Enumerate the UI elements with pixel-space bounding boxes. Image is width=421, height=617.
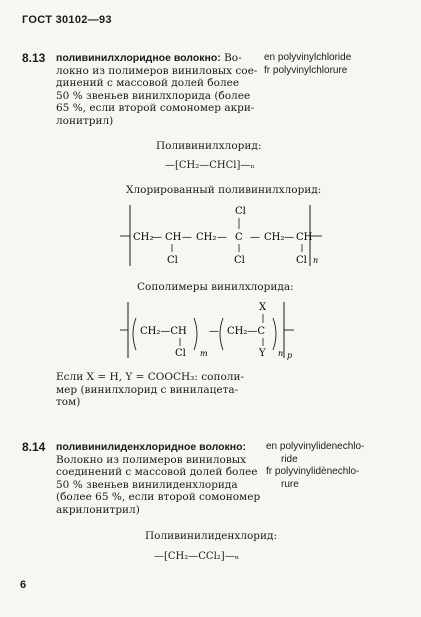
svg-text:—: —: [209, 326, 219, 337]
definition-line: акрилонитрил): [56, 503, 140, 516]
unit1-index: m: [200, 349, 208, 358]
caption-pvdc: Поливинилиденхлорид:: [145, 530, 278, 542]
substituent-cl: Cl: [296, 255, 307, 266]
atom-ch: CH: [296, 232, 313, 243]
caption-pvc: Поливинилхлорид:: [156, 140, 262, 152]
entry-8-14-translations: [266, 441, 364, 491]
term-pvc-fiber: поливинилхлоридное волокно:: [56, 52, 221, 64]
unit1-cl: Cl: [175, 348, 186, 359]
note-line: мер (винилхлорид с винилацета-: [56, 383, 239, 396]
translation-en-cont: ride: [281, 453, 298, 465]
unit1-chain: CH₂—CH: [140, 326, 187, 337]
definition-line: соединений с массовой долей более: [56, 466, 258, 479]
substituent-cl-top: Cl: [235, 206, 246, 217]
note-line: Если X = H, Y = COOCH₃: сополи-: [56, 371, 245, 383]
term-tail: Во-: [224, 52, 242, 64]
atom-ch: CH: [165, 232, 182, 243]
definition-line: 65 %, если второй сомономер акри-: [56, 102, 255, 115]
page-number: 6: [20, 579, 27, 591]
atom-ch2: CH₂: [264, 232, 285, 243]
substituent-cl: Cl: [234, 255, 245, 266]
bond: —: [217, 232, 227, 243]
definition-line: 50 % звеньев винилиденхлорида: [56, 478, 238, 491]
term-pvdc-fiber: поливинилиденхлоридное волокно:: [56, 441, 247, 453]
bond: —: [152, 232, 162, 243]
atom-c: C: [235, 232, 243, 243]
entry-number-8-13: 8.13: [22, 51, 46, 65]
entry-8-13-definition: [56, 52, 257, 128]
outer-index: p: [287, 351, 293, 360]
translation-fr: fr polyvinylchlorure: [264, 64, 348, 76]
entry-number-8-14: 8.14: [22, 440, 46, 454]
formula-chlorinated-pvc: [110, 200, 350, 272]
unit2-x: X: [259, 302, 267, 313]
definition-line: локно из полимеров виниловых сое-: [56, 64, 258, 77]
translation-en: en polyvinylchloride: [264, 52, 352, 63]
definition-line: 50 % звеньев винилхлорида (более: [56, 89, 251, 102]
unit2-y: Y: [259, 348, 266, 359]
document-code-header: ГОСТ 30102—93: [22, 14, 112, 26]
caption-chlorinated-pvc: Хлорированный поливинилхлорид:: [126, 184, 322, 196]
subscript-n: n: [313, 256, 319, 265]
bond: —: [182, 232, 192, 243]
note-line: том): [56, 396, 81, 409]
bond: —: [284, 232, 294, 243]
bond: —: [250, 232, 260, 243]
definition-line: динений с массовой долей более: [56, 77, 240, 90]
caption-copolymer: Сополимеры винилхлорида:: [137, 281, 294, 293]
definition-line: лонитрил): [56, 114, 114, 127]
unit2-index: n: [278, 349, 284, 358]
translation-fr-cont: rure: [281, 478, 299, 490]
translation-en: en polyvinylidenechlo-: [266, 441, 365, 452]
formula-copolymer: [116, 296, 316, 364]
definition-line: Волокно из полимеров виниловых: [56, 453, 247, 466]
copolymer-note: [56, 371, 244, 409]
substituent-cl: Cl: [167, 255, 178, 266]
formula-pvc: —[CH₂—CHCl]—ₙ: [165, 160, 255, 171]
atom-ch2: CH₂: [196, 232, 217, 243]
definition-line: (более 65 %, если второй сомономер: [56, 491, 261, 504]
entry-8-13-translations: [264, 52, 351, 77]
formula-pvdc: —[CH₂—CCl₂]—ₙ: [154, 551, 240, 562]
entry-8-14-definition: [56, 441, 260, 517]
atom-ch2: CH₂: [133, 232, 154, 243]
translation-fr: fr polyvinylidènechlo-: [266, 466, 360, 478]
unit2-chain: CH₂—C: [227, 326, 266, 337]
